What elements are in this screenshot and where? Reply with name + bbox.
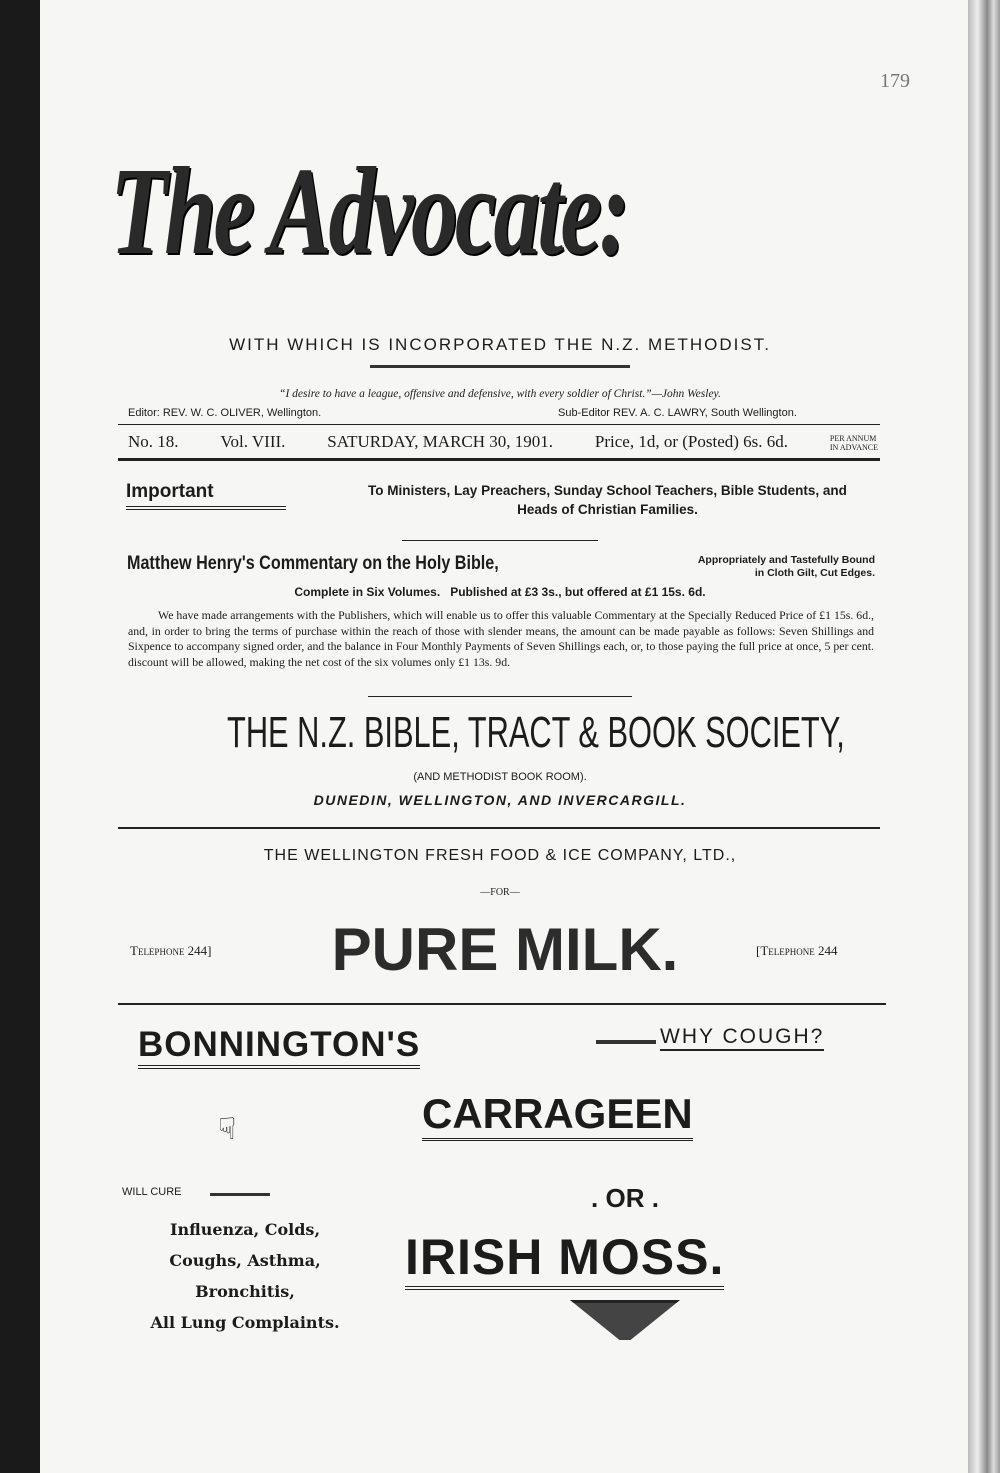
editor: Editor: REV. W. C. OLIVER, Wellington.: [128, 407, 322, 419]
ailment-item: Bronchitis,: [195, 1282, 295, 1301]
important-underline: [126, 506, 286, 510]
milk-company: THE WELLINGTON FRESH FOOD & ICE COMPANY, LTD.,: [263, 847, 737, 864]
important-label: Important: [126, 481, 214, 502]
ailment-item: Coughs, Asthma,: [169, 1251, 321, 1270]
commentary-title: Matthew Henry's Commentary on the Holy Bible,: [127, 553, 499, 574]
society-sub: (AND METHODIST BOOK ROOM).: [413, 771, 587, 783]
binding-line-1: Appropriately and Tastefully Bound: [697, 554, 875, 566]
in-advance-text: IN ADVANCE: [829, 443, 878, 452]
society-name: THE N.Z. BIBLE, TRACT & BOOK SOCIETY,: [227, 708, 845, 757]
important-text: [330, 481, 885, 519]
telephone-left: Telephone 244]: [130, 943, 212, 958]
ornament-divider: [370, 365, 630, 368]
issue-line: [128, 432, 878, 452]
telephone-right: [Telephone 244: [756, 943, 838, 958]
pointer-ornament: [596, 1040, 656, 1044]
important-line-2: Heads of Christian Families.: [517, 502, 698, 517]
page-edge: [968, 0, 1000, 1473]
per-annum: [830, 434, 878, 452]
commentary-binding: [630, 554, 875, 580]
masthead-subtitle: WITH WHICH IS INCORPORATED THE N.Z. METHODIST.: [229, 335, 771, 354]
per-annum-text: PER ANNUM: [829, 434, 877, 443]
milk-for: —FOR—: [480, 887, 520, 898]
sub-editor: Sub-Editor REV. A. C. LAWRY, South Wellington.: [558, 407, 797, 419]
binding-line-2: in Cloth Gilt, Cut Edges.: [754, 567, 875, 579]
society-places: DUNEDIN, WELLINGTON, AND INVERCARGILL.: [313, 792, 687, 808]
ailment-item: Influenza, Colds,: [169, 1220, 321, 1239]
issue-volume: Vol. VIII.: [220, 432, 286, 451]
motto: “I desire to have a league, offensive and defensive, with every soldier of Christ.”—John Wesley.: [279, 388, 721, 400]
ailments-list: [130, 1214, 360, 1338]
pointing-hand-icon: ☟: [218, 1113, 237, 1146]
carrageen: CARRAGEEN: [422, 1090, 693, 1141]
issue-price: Price, 1d, or (Posted) 6s. 6d.: [594, 432, 789, 451]
bonnington-brand: BONNINGTON'S: [138, 1025, 420, 1069]
commentary-body: We have made arrangements with the Publishers, which will enable us to offer this valuable Commentary at the Specially Reduced Price of £1 15s. 6d., and, in order to bring the terms of purchase within the reach of those with slender means, the amount can be made payable as follows: Seven Shillings and Sixpence to accompany signed order, and the balance in Four Monthly Payments of Seven Shillings each, or, to those paying the full price at once, 5 per cent. discount will be allowed, making the net cost of the six volumes only £1 13s. 9d.: [128, 608, 874, 669]
pointer-ornament-2: [210, 1193, 270, 1196]
commentary-volumes: Complete in Six Volumes. Published at £3 3s., but offered at £1 15s. 6d.: [294, 585, 706, 599]
pure-milk-headline: PURE MILK.: [331, 916, 679, 983]
why-cough: WHY COUGH?: [660, 1025, 824, 1051]
issue-number: No. 18.: [128, 432, 179, 451]
will-cure: WILL CURE: [122, 1186, 182, 1198]
masthead-title: The Advocate:: [110, 150, 628, 280]
page-number: 179: [880, 70, 910, 92]
important-line-1: To Ministers, Lay Preachers, Sunday School Teachers, Bible Students, and: [368, 483, 847, 498]
irish-moss: IRISH MOSS.: [405, 1228, 724, 1290]
ailment-item: All Lung Complaints.: [150, 1313, 340, 1332]
issue-date: SATURDAY, MARCH 30, 1901.: [327, 432, 554, 451]
or-text: . OR .: [591, 1183, 659, 1213]
